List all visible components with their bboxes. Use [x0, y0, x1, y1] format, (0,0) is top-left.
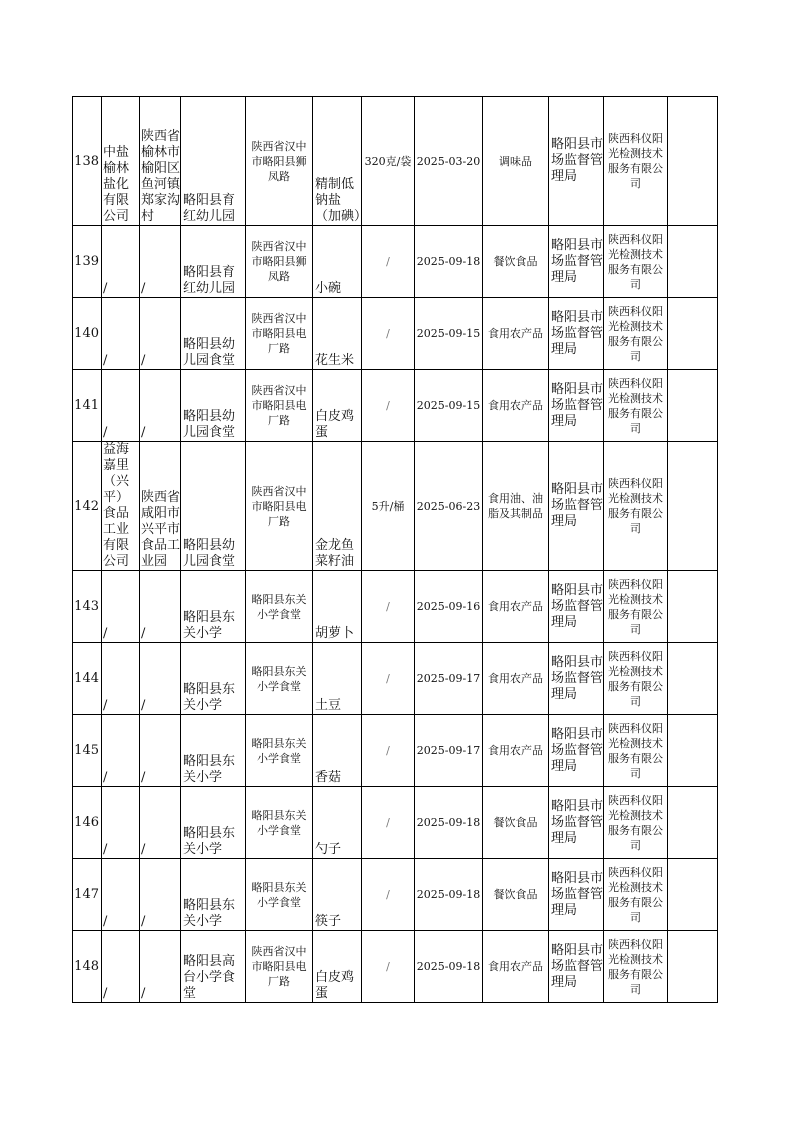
manufacturer-name: /: [102, 298, 140, 370]
manufacturer-name: 益海嘉里（兴平）食品工业有限公司: [102, 442, 140, 571]
manufacturer-address: 陕西省咸阳市兴平市食品工业园: [140, 442, 181, 571]
sample-spec: /: [362, 931, 415, 1003]
row-number: 140: [73, 298, 102, 370]
manufacturer-address: /: [140, 571, 181, 643]
remarks-cell: [668, 226, 718, 298]
food-category: 食用农产品: [483, 571, 549, 643]
row-number: 148: [73, 931, 102, 1003]
sampled-unit-name: 略阳县幼儿园食堂: [181, 298, 246, 370]
row-number: 144: [73, 643, 102, 715]
manufacturer-name: /: [102, 787, 140, 859]
table-row: [73, 442, 718, 571]
remarks-cell: [668, 571, 718, 643]
row-number: 141: [73, 370, 102, 442]
production-date: 2025-03-20: [415, 97, 483, 226]
food-category: 调味品: [483, 97, 549, 226]
production-date: 2025-09-18: [415, 226, 483, 298]
testing-lab: 陕西科仪阳光检测技术服务有限公司: [604, 298, 668, 370]
sampled-unit-name: 略阳县东关小学: [181, 571, 246, 643]
sampled-unit-address: 略阳县东关小学食堂: [246, 787, 313, 859]
table-row: [73, 370, 718, 442]
sample-name: 筷子: [313, 859, 362, 931]
food-category: 食用农产品: [483, 370, 549, 442]
manufacturer-name: 中盐榆林盐化有限公司: [102, 97, 140, 226]
manufacturer-address: /: [140, 787, 181, 859]
sample-spec: /: [362, 298, 415, 370]
sampled-unit-name: 略阳县育红幼儿园: [181, 97, 246, 226]
testing-lab: 陕西科仪阳光检测技术服务有限公司: [604, 571, 668, 643]
manufacturer-address: 陕西省榆林市榆阳区鱼河镇郑家沟村: [140, 97, 181, 226]
task-source-org: 略阳县市场监督管理局: [549, 226, 604, 298]
manufacturer-name: /: [102, 715, 140, 787]
manufacturer-name: /: [102, 859, 140, 931]
row-number: 142: [73, 442, 102, 571]
food-category: 餐饮食品: [483, 859, 549, 931]
testing-lab: 陕西科仪阳光检测技术服务有限公司: [604, 442, 668, 571]
task-source-org: 略阳县市场监督管理局: [549, 571, 604, 643]
remarks-cell: [668, 643, 718, 715]
manufacturer-name: /: [102, 571, 140, 643]
table-row: [73, 226, 718, 298]
sampled-unit-address: 陕西省汉中市略阳县电厂路: [246, 370, 313, 442]
testing-lab: 陕西科仪阳光检测技术服务有限公司: [604, 931, 668, 1003]
sampled-unit-address: 陕西省汉中市略阳县电厂路: [246, 298, 313, 370]
remarks-cell: [668, 97, 718, 226]
sampled-unit-name: 略阳县幼儿园食堂: [181, 442, 246, 571]
testing-lab: 陕西科仪阳光检测技术服务有限公司: [604, 715, 668, 787]
production-date: 2025-09-18: [415, 859, 483, 931]
production-date: 2025-09-16: [415, 571, 483, 643]
row-number: 138: [73, 97, 102, 226]
table-body: [73, 97, 718, 1003]
task-source-org: 略阳县市场监督管理局: [549, 931, 604, 1003]
sample-spec: /: [362, 787, 415, 859]
sample-name: 精制低钠盐（加碘）: [313, 97, 362, 226]
production-date: 2025-09-18: [415, 787, 483, 859]
remarks-cell: [668, 442, 718, 571]
table-row: [73, 715, 718, 787]
task-source-org: 略阳县市场监督管理局: [549, 298, 604, 370]
production-date: 2025-09-18: [415, 931, 483, 1003]
manufacturer-address: /: [140, 859, 181, 931]
sample-name: 白皮鸡蛋: [313, 931, 362, 1003]
sampled-unit-name: 略阳县东关小学: [181, 859, 246, 931]
food-category: 餐饮食品: [483, 226, 549, 298]
task-source-org: 略阳县市场监督管理局: [549, 370, 604, 442]
manufacturer-address: /: [140, 715, 181, 787]
sampled-unit-name: 略阳县东关小学: [181, 715, 246, 787]
food-category: 食用农产品: [483, 715, 549, 787]
sampled-unit-name: 略阳县幼儿园食堂: [181, 370, 246, 442]
sample-name: 土豆: [313, 643, 362, 715]
row-number: 143: [73, 571, 102, 643]
food-category: 食用农产品: [483, 643, 549, 715]
remarks-cell: [668, 859, 718, 931]
sample-name: 花生米: [313, 298, 362, 370]
testing-lab: 陕西科仪阳光检测技术服务有限公司: [604, 787, 668, 859]
sampled-unit-address: 陕西省汉中市略阳县电厂路: [246, 442, 313, 571]
manufacturer-name: /: [102, 931, 140, 1003]
table-row: [73, 643, 718, 715]
sample-spec: /: [362, 643, 415, 715]
task-source-org: 略阳县市场监督管理局: [549, 715, 604, 787]
row-number: 146: [73, 787, 102, 859]
remarks-cell: [668, 931, 718, 1003]
sampled-unit-address: 陕西省汉中市略阳县狮凤路: [246, 97, 313, 226]
remarks-cell: [668, 370, 718, 442]
table-row: [73, 787, 718, 859]
testing-lab: 陕西科仪阳光检测技术服务有限公司: [604, 226, 668, 298]
sample-spec: /: [362, 715, 415, 787]
row-number: 145: [73, 715, 102, 787]
sample-spec: /: [362, 571, 415, 643]
remarks-cell: [668, 298, 718, 370]
manufacturer-address: /: [140, 370, 181, 442]
row-number: 147: [73, 859, 102, 931]
sampled-unit-name: 略阳县高台小学食堂: [181, 931, 246, 1003]
remarks-cell: [668, 715, 718, 787]
sample-spec: /: [362, 370, 415, 442]
task-source-org: 略阳县市场监督管理局: [549, 442, 604, 571]
sampled-unit-address: 陕西省汉中市略阳县狮凤路: [246, 226, 313, 298]
food-category: 食用油、油脂及其制品: [483, 442, 549, 571]
manufacturer-address: /: [140, 643, 181, 715]
food-category: 食用农产品: [483, 298, 549, 370]
food-category: 食用农产品: [483, 931, 549, 1003]
sampling-results-table: [72, 96, 718, 1003]
production-date: 2025-09-15: [415, 298, 483, 370]
sampled-unit-name: 略阳县育红幼儿园: [181, 226, 246, 298]
task-source-org: 略阳县市场监督管理局: [549, 787, 604, 859]
task-source-org: 略阳县市场监督管理局: [549, 97, 604, 226]
manufacturer-address: /: [140, 298, 181, 370]
manufacturer-name: /: [102, 226, 140, 298]
sampled-unit-address: 略阳县东关小学食堂: [246, 643, 313, 715]
sampled-unit-name: 略阳县东关小学: [181, 643, 246, 715]
table-row: [73, 298, 718, 370]
testing-lab: 陕西科仪阳光检测技术服务有限公司: [604, 643, 668, 715]
row-number: 139: [73, 226, 102, 298]
production-date: 2025-09-17: [415, 715, 483, 787]
sample-name: 小碗: [313, 226, 362, 298]
production-date: 2025-06-23: [415, 442, 483, 571]
food-category: 餐饮食品: [483, 787, 549, 859]
sample-name: 胡萝卜: [313, 571, 362, 643]
table-row: [73, 859, 718, 931]
task-source-org: 略阳县市场监督管理局: [549, 859, 604, 931]
production-date: 2025-09-15: [415, 370, 483, 442]
sample-spec: /: [362, 226, 415, 298]
sample-name: 勺子: [313, 787, 362, 859]
manufacturer-address: /: [140, 226, 181, 298]
sampled-unit-address: 略阳县东关小学食堂: [246, 715, 313, 787]
testing-lab: 陕西科仪阳光检测技术服务有限公司: [604, 370, 668, 442]
table-row: [73, 571, 718, 643]
sampled-unit-address: 略阳县东关小学食堂: [246, 571, 313, 643]
manufacturer-address: /: [140, 931, 181, 1003]
manufacturer-name: /: [102, 370, 140, 442]
sample-name: 香菇: [313, 715, 362, 787]
production-date: 2025-09-17: [415, 643, 483, 715]
sampled-unit-name: 略阳县东关小学: [181, 787, 246, 859]
testing-lab: 陕西科仪阳光检测技术服务有限公司: [604, 859, 668, 931]
sample-spec: /: [362, 859, 415, 931]
testing-lab: 陕西科仪阳光检测技术服务有限公司: [604, 97, 668, 226]
sample-name: 金龙鱼菜籽油: [313, 442, 362, 571]
sample-name: 白皮鸡蛋: [313, 370, 362, 442]
manufacturer-name: /: [102, 643, 140, 715]
sample-spec: 320克/袋: [362, 97, 415, 226]
sample-spec: 5升/桶: [362, 442, 415, 571]
task-source-org: 略阳县市场监督管理局: [549, 643, 604, 715]
sampled-unit-address: 陕西省汉中市略阳县电厂路: [246, 931, 313, 1003]
table-row: [73, 931, 718, 1003]
sampled-unit-address: 略阳县东关小学食堂: [246, 859, 313, 931]
remarks-cell: [668, 787, 718, 859]
table-row: [73, 97, 718, 226]
